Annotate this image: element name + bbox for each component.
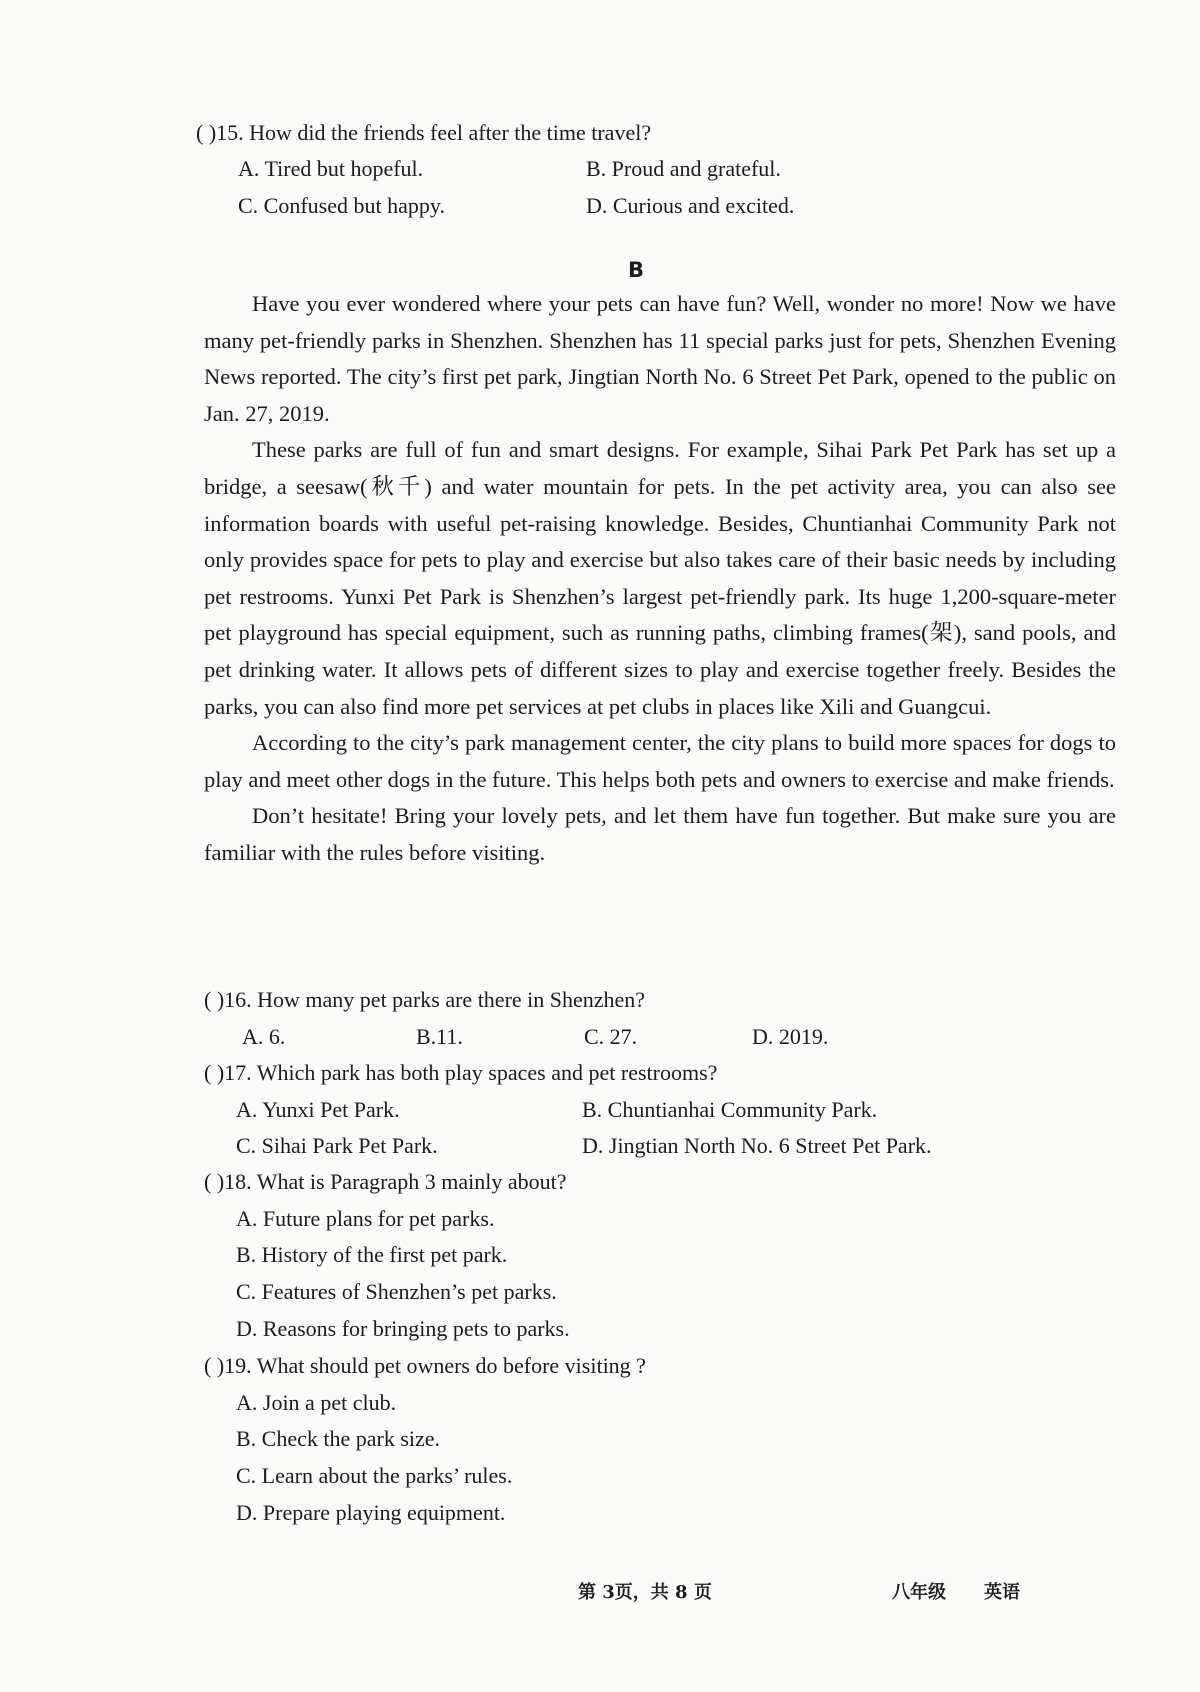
question-16-option-b: B.11. <box>416 1024 463 1049</box>
question-18-option-b: B. History of the first pet park. <box>236 1242 508 1267</box>
passage-paragraph: Have you ever wondered where your pets can have fun? Well, wonder no more! Now we have many pet-friendly parks in Shenzhen. Shenzhen has 11 special parks just for pets, Shenzhen Evening News reported. The city’s first pet park, Jingtian North No. 6 Street Pet Park, opened to the public on Jan. 27, 2019. <box>204 291 1116 426</box>
subject-label: 英语 <box>984 1582 1020 1603</box>
question-17-stem: ( )17. Which park has both play spaces and pet restrooms? <box>204 1060 718 1085</box>
question-18-stem: ( )18. What is Paragraph 3 mainly about? <box>204 1169 567 1194</box>
question-17-option-a: A. Yunxi Pet Park. <box>236 1097 400 1122</box>
passage-paragraph: According to the city’s park management center, the city plans to build more spaces for dogs to play and meet other dogs in the future. This helps both pets and owners to exercise and make friends. <box>204 730 1116 792</box>
question-17-option-b: B. Chuntianhai Community Park. <box>582 1097 878 1122</box>
question-15-stem: ( )15. How did the friends feel after the time travel? <box>196 120 652 145</box>
section-title: B <box>628 258 645 282</box>
passage-paragraph: These parks are full of fun and smart designs. For example, Sihai Park Pet Park has set up a bridge, a seesaw(秋千) and water mountain for pets. In the pet activity area, you can also see information boards with useful pet-raising knowledge. Besides, Chuntianhai Community Park not only provides space for pets to play and exercise but also takes care of their basic needs by including pet restrooms. Yunxi Pet Park is Shenzhen’s largest pet-friendly park. Its huge 1,200-square-meter pet playground has special equipment, such as running paths, climbing frames(架), sand pools, and pet drinking water. It allows pets of different sizes to play and exercise together freely. Besides the parks, you can also find more pet services at pet clubs in places like Xili and Guangcui. <box>204 437 1116 719</box>
question-16-option-a: A. 6. <box>242 1024 286 1049</box>
question-16-stem: ( )16. How many pet parks are there in Shenzhen? <box>204 987 646 1012</box>
question-19-option-a: A. Join a pet club. <box>236 1390 397 1415</box>
question-15-option-d: D. Curious and excited. <box>586 193 795 218</box>
question-19-option-d: D. Prepare playing equipment. <box>236 1500 506 1525</box>
reading-passage <box>204 286 1116 872</box>
question-18-option-a: A. Future plans for pet parks. <box>236 1206 495 1231</box>
question-16-option-c: C. 27. <box>584 1024 638 1049</box>
question-19-stem: ( )19. What should pet owners do before visiting ? <box>204 1353 646 1378</box>
question-17-option-d: D. Jingtian North No. 6 Street Pet Park. <box>582 1133 932 1158</box>
question-15-option-a: A. Tired but hopeful. <box>238 156 424 181</box>
question-19-option-c: C. Learn about the parks’ rules. <box>236 1463 513 1488</box>
question-17-option-c: C. Sihai Park Pet Park. <box>236 1133 438 1158</box>
question-19-option-b: B. Check the park size. <box>236 1426 441 1451</box>
page-number: 第 3页，共 8 页 <box>578 1582 712 1603</box>
question-15-option-c: C. Confused but happy. <box>238 193 445 218</box>
question-18-option-c: C. Features of Shenzhen’s pet parks. <box>236 1279 557 1304</box>
passage-paragraph: Don’t hesitate! Bring your lovely pets, and let them have fun together. But make sure you are familiar with the rules before visiting. <box>204 803 1116 865</box>
question-16-option-d: D. 2019. <box>752 1024 829 1049</box>
question-15-option-b: B. Proud and grateful. <box>586 156 781 181</box>
grade-label: 八年级 <box>892 1582 946 1603</box>
question-18-option-d: D. Reasons for bringing pets to parks. <box>236 1316 570 1341</box>
